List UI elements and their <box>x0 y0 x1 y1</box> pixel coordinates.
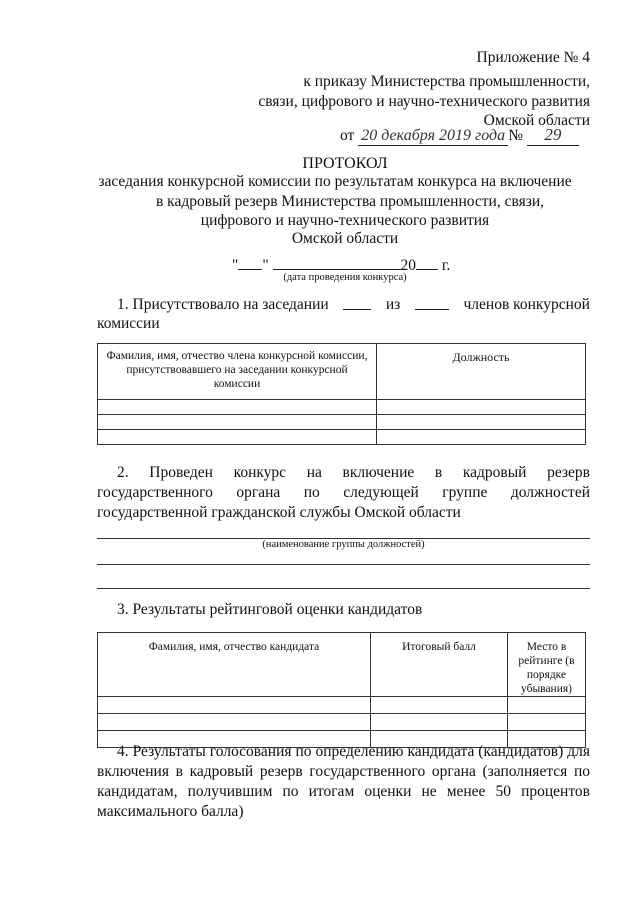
header-line-2: в кадровый резерв Министерства промышленности, связи, <box>155 193 544 210</box>
table-cell <box>377 430 586 445</box>
commission-table-header-position: Должность <box>377 344 586 400</box>
quote-close: " <box>262 257 269 274</box>
section3-text: 3. Результаты рейтинговой оценки кандидатов <box>117 601 423 618</box>
table-cell <box>98 430 377 445</box>
header-line-4: Омской области <box>291 230 399 247</box>
handwritten-number: 29 <box>527 125 579 146</box>
group-name-caption: (наименование группы должностей) <box>262 539 425 550</box>
rating-table <box>97 632 586 748</box>
section1-text-d: комиссии <box>97 315 160 332</box>
year-blank <box>416 255 438 270</box>
table-cell <box>98 697 371 714</box>
total-count-blank <box>415 295 449 310</box>
rating-table-header-rank: Место в рейтинге (в порядке убывания) <box>508 633 586 697</box>
appendix-title: Приложение № 4 <box>476 49 590 66</box>
appendix-line-1: к приказу Министерства промышленности, <box>303 73 590 90</box>
present-count-blank <box>343 295 371 310</box>
rating-table-header-name: Фамилия, имя, отчество кандидата <box>98 633 371 697</box>
appendix-date-row <box>340 125 579 146</box>
group-name-line <box>97 564 590 565</box>
appendix-line-2: связи, цифрового и научно-технического развития <box>258 93 590 110</box>
month-blank <box>273 255 401 270</box>
header-line-3: цифрового и научно-технического развития <box>200 212 490 229</box>
protocol-title: ПРОТОКОЛ <box>302 155 388 172</box>
table-cell <box>371 697 508 714</box>
section1-text-c: членов конкурсной <box>463 296 590 313</box>
day-blank <box>238 255 262 270</box>
table-cell <box>98 400 377 415</box>
header-line-1: заседания конкурсной комиссии по результатам конкурса на включение <box>98 173 572 190</box>
appendix-line-3: Омской области <box>483 112 590 129</box>
section2-text: 2. Проведен конкурс на включение в кадровый резерв государственного органа по следующей группе должностей государственной гражданской службы Омской области <box>97 464 590 521</box>
table-cell <box>508 714 586 731</box>
commission-table-header-name: Фамилия, имя, отчество члена конкурсной комиссии, присутствовавшего на заседании конкурсной комиссии <box>98 344 377 400</box>
table-cell <box>98 714 371 731</box>
handwritten-date: 20 декабря 2019 года <box>358 127 508 146</box>
section4-text: 4. Результаты голосования по определению кандидата (кандидатов) для включения в кадровый резерв государственного органа (заполняется по кандидатам, получившим по итогам оценки не менее 50 процентов максимального балла) <box>97 743 590 820</box>
from-label: от <box>340 127 355 144</box>
table-cell <box>377 400 586 415</box>
number-label: № <box>508 127 523 144</box>
commission-table <box>97 343 586 445</box>
quote-open: " <box>232 257 239 274</box>
section1-text-b: из <box>385 296 401 313</box>
table-cell <box>371 714 508 731</box>
section1-text-a: 1. Присутствовало на заседании <box>117 296 329 313</box>
year-prefix: 20 <box>400 257 417 274</box>
section1-line <box>97 295 590 315</box>
date-caption: (дата проведения конкурса) <box>283 272 407 283</box>
rating-table-header-score: Итоговый балл <box>371 633 508 697</box>
group-name-line <box>97 588 590 589</box>
table-cell <box>377 415 586 430</box>
table-cell <box>98 415 377 430</box>
year-suffix: г. <box>441 257 451 274</box>
table-cell <box>508 697 586 714</box>
